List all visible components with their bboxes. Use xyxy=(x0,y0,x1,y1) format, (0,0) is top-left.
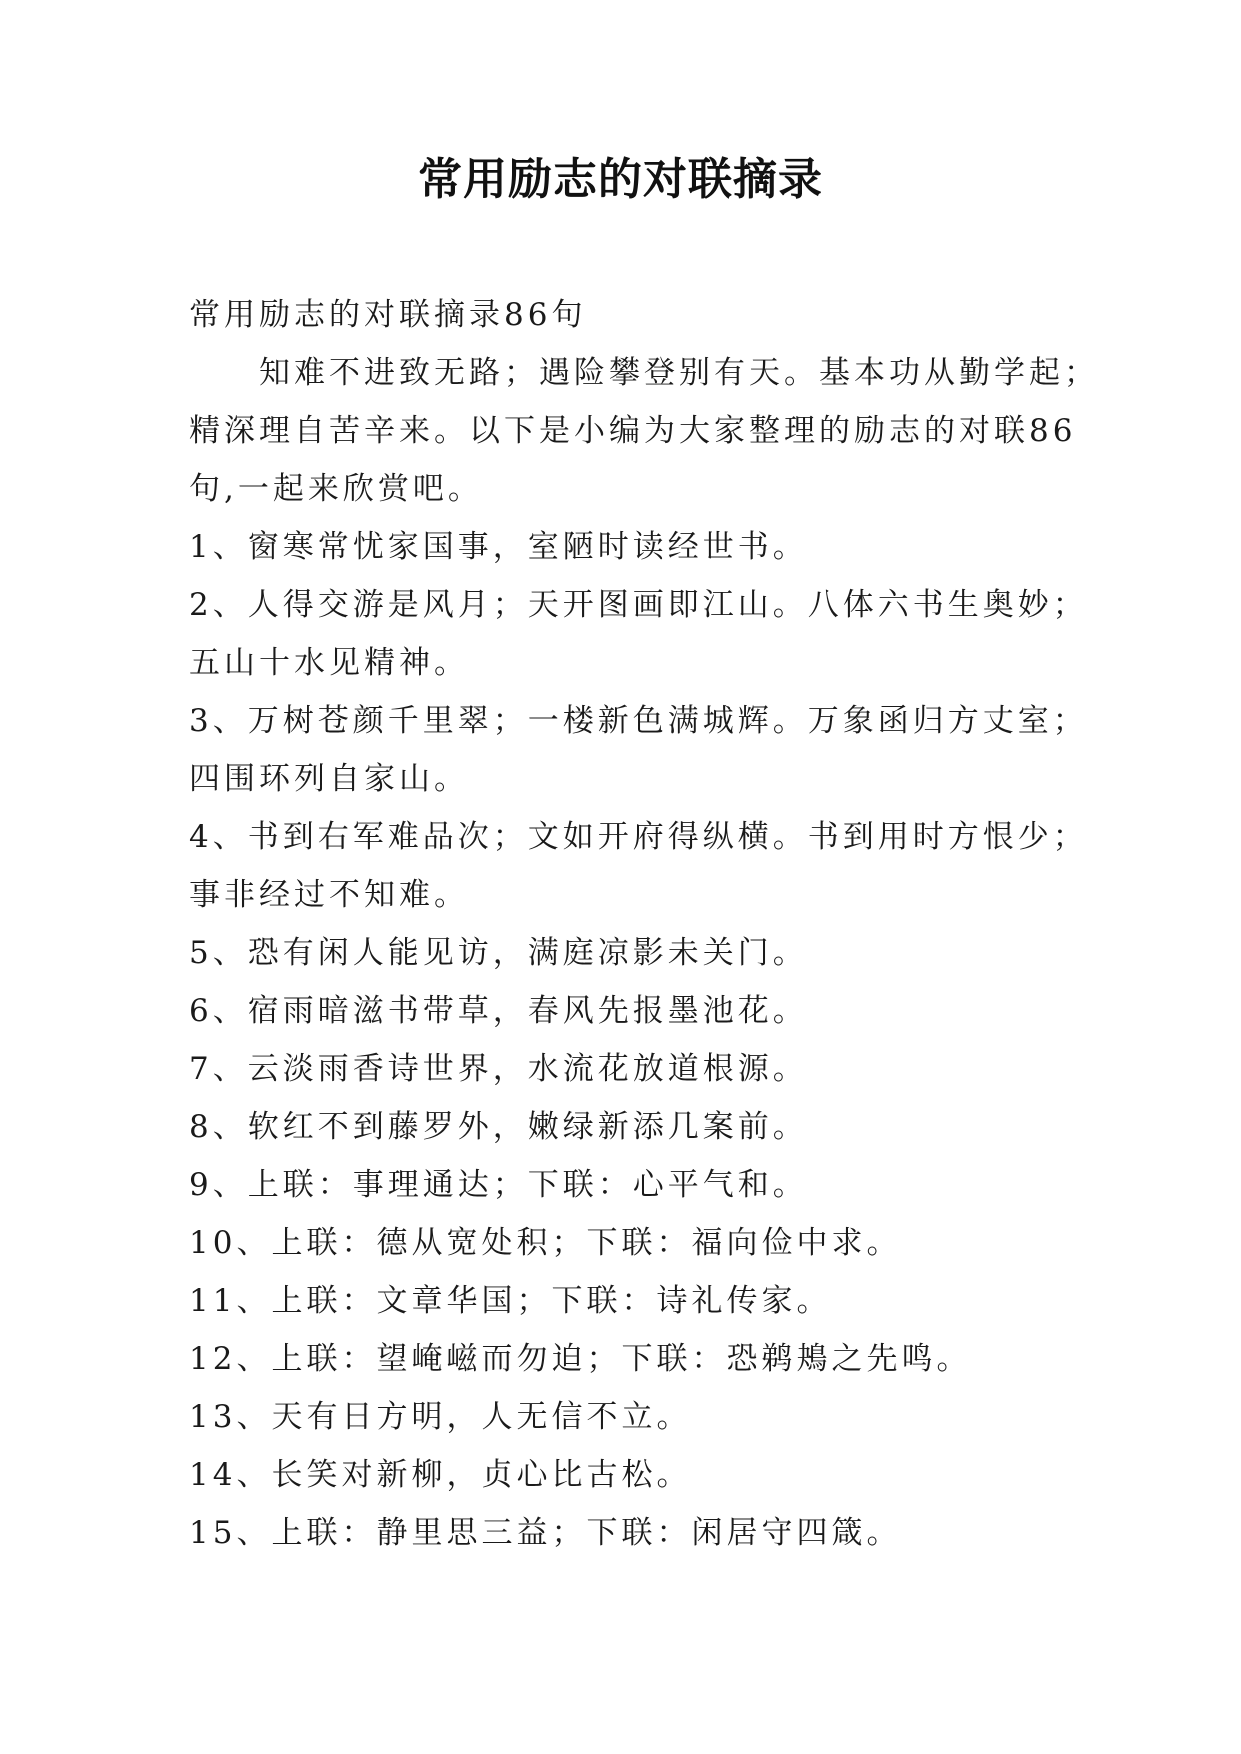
document-body xyxy=(189,286,1099,1562)
couplet-item-7: 7、云淡雨香诗世界，水流花放道根源。 xyxy=(189,1051,808,1087)
intro-line: 精深理自苦辛来。以下是小编为大家整理的励志的对联86 xyxy=(189,413,1077,449)
couplet-item-1: 1、窗寒常忧家国事，室陋时读经世书。 xyxy=(189,529,808,565)
couplet-item-8: 8、软红不到藤罗外，嫩绿新添几案前。 xyxy=(189,1109,808,1145)
couplet-item-4: 4、书到右军难品次；文如开府得纵横。书到用时方恨少； xyxy=(189,819,1088,855)
couplet-item-13: 13、天有日方明，人无信不立。 xyxy=(189,1399,692,1435)
couplet-item-12: 12、上联：望崦嵫而勿迫；下联：恐鹈鴂之先鸣。 xyxy=(189,1341,972,1377)
couplet-item-2-cont: 五山十水见精神。 xyxy=(189,645,469,681)
document-title: 常用励志的对联摘录 xyxy=(418,154,823,205)
couplet-item-11: 11、上联：文章华国；下联：诗礼传家。 xyxy=(189,1283,832,1319)
couplet-item-10: 10、上联：德从宽处积；下联：福向俭中求。 xyxy=(189,1225,902,1261)
intro-line: 句,一起来欣赏吧。 xyxy=(189,471,483,507)
document-subtitle: 常用励志的对联摘录86句 xyxy=(189,297,587,333)
couplet-item-15: 15、上联：静里思三益；下联：闲居守四箴。 xyxy=(189,1515,902,1551)
intro-line: 知难不进致无路；遇险攀登别有天。基本功从勤学起； xyxy=(259,355,1099,391)
couplet-item-5: 5、恐有闲人能见访，满庭凉影未关门。 xyxy=(189,935,808,971)
couplet-item-3: 3、万树苍颜千里翠；一楼新色满城辉。万象函归方丈室； xyxy=(189,703,1088,739)
couplet-item-2: 2、人得交游是风月；天开图画即江山。八体六书生奥妙； xyxy=(189,587,1088,623)
couplet-item-3-cont: 四围环列自家山。 xyxy=(189,761,469,797)
couplet-item-6: 6、宿雨暗滋书带草，春风先报墨池花。 xyxy=(189,993,808,1029)
couplet-item-4-cont: 事非经过不知难。 xyxy=(189,877,469,913)
couplet-item-9: 9、上联：事理通达；下联：心平气和。 xyxy=(189,1167,808,1203)
couplet-item-14: 14、长笑对新柳，贞心比古松。 xyxy=(189,1457,692,1493)
